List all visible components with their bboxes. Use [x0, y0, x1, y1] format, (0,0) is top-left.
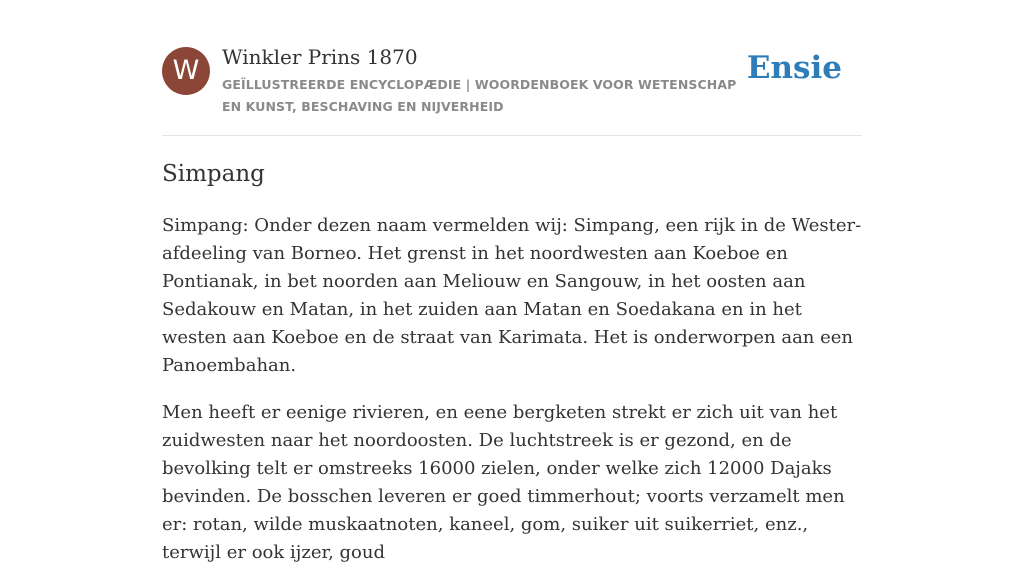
article-title: Simpang	[162, 161, 265, 187]
source-title[interactable]: Winkler Prins 1870	[222, 45, 418, 69]
article	[162, 158, 862, 586]
ensie-logo[interactable]: Ensie	[746, 50, 842, 86]
source-avatar[interactable]: W	[162, 47, 210, 95]
article-paragraph: Simpang: Onder dezen naam vermelden wij: Simpang, een rijk in de Wester-afdeeling van Borneo. Het grenst in het noordwesten aan Koeboe en Pontianak, in bet noorden aan Meliouw en Sangouw, in het oosten aan Sedakouw en Matan, in het zuiden aan Matan en Soedakana en in het westen aan Koeboe en de straat van Karimata. Het is onderworpen aan een Panoembahan.	[162, 215, 862, 376]
source-header	[162, 44, 862, 136]
article-paragraph: Men heeft er eenige rivieren, en eene bergketen strekt er zich uit van het zuidwesten naar het noordoosten. De luchtstreek is er gezond, en de bevolking telt er omstreeks 16000 zielen, onder welke zich 12000 Dajaks bevinden. De bosschen leveren er goed timmerhout; voorts verzamelt men er: rotan, wilde muskaatnoten, kaneel, gom, suiker uit suikerriet, enz., terwijl er ook ijzer, goud	[162, 402, 845, 563]
source-subtitle: GEÏLLUSTREERDE ENCYCLOPÆDIE | WOORDENBOEK VOOR WETENSCHAP EN KUNST, BESCHAVING EN NIJVERHEID	[222, 77, 737, 114]
